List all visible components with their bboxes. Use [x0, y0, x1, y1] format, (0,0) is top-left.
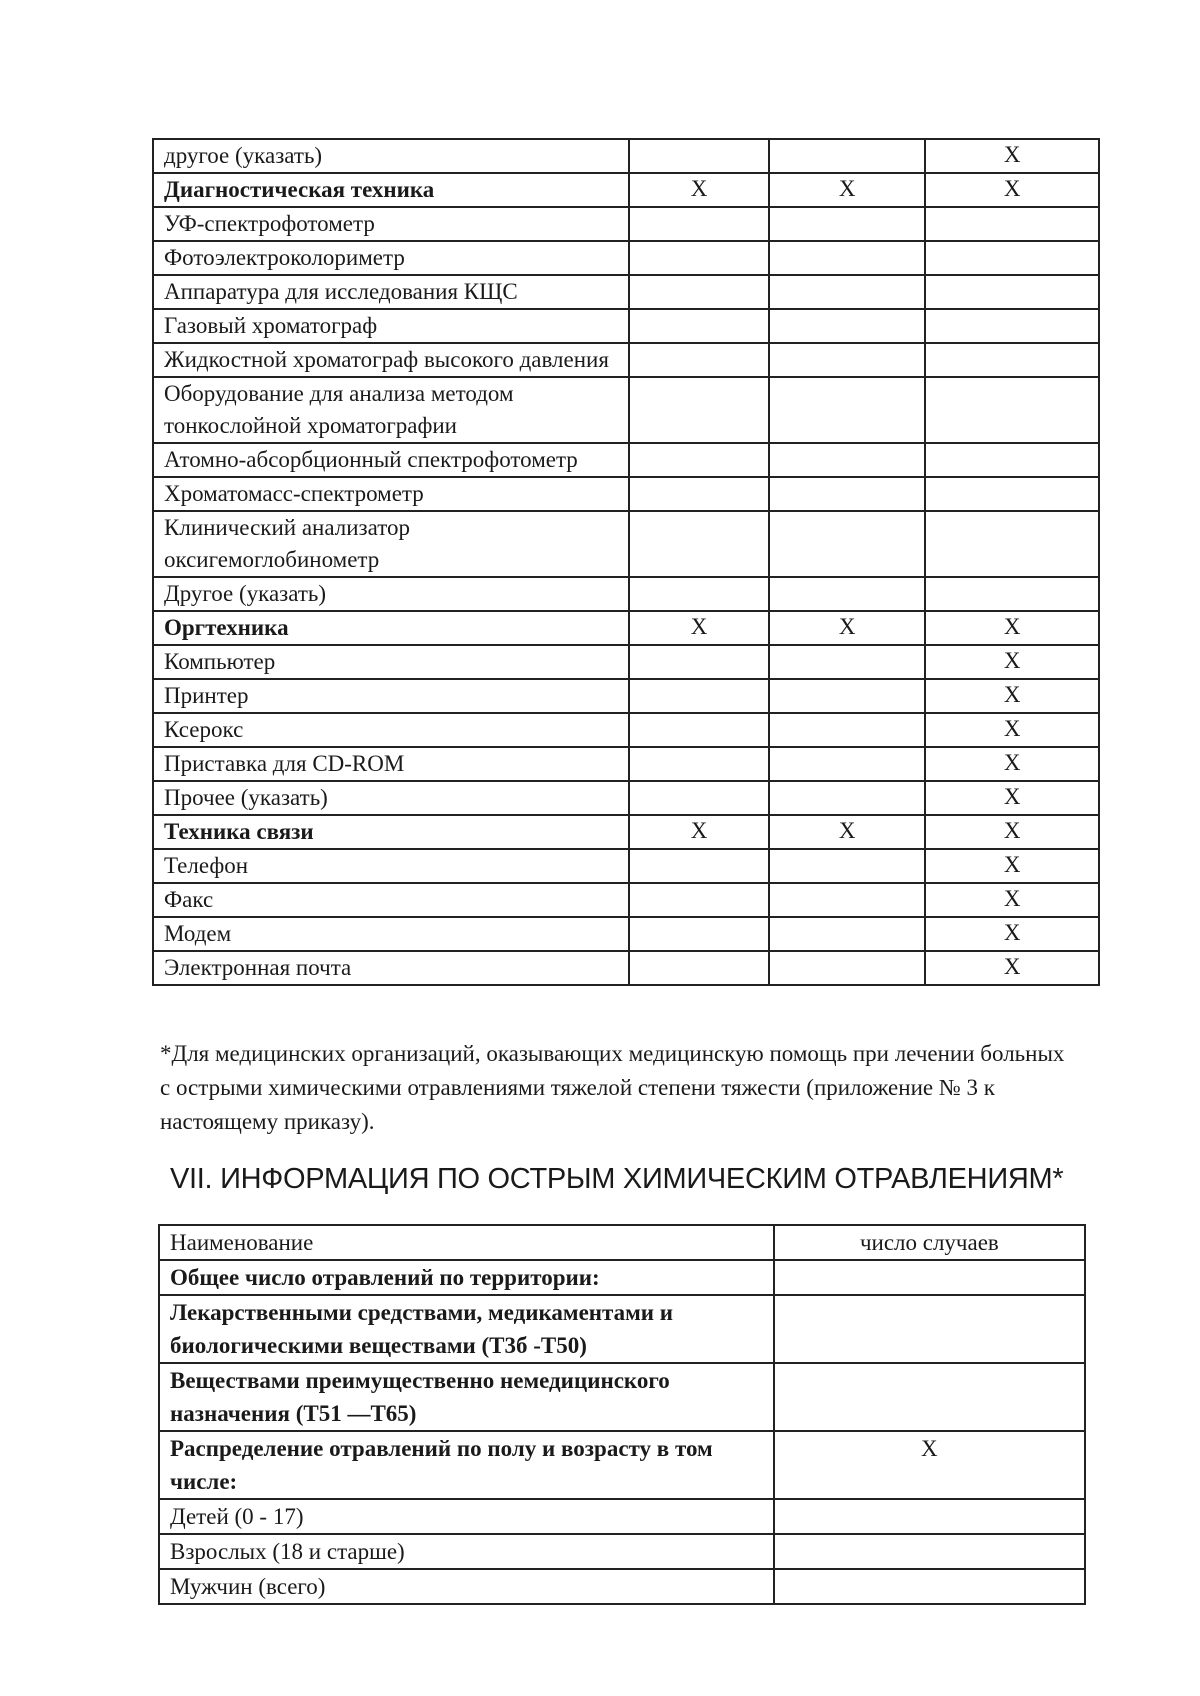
mark-cell: X: [769, 611, 926, 645]
table-row: [153, 309, 1099, 343]
mark-cell: X: [925, 951, 1099, 985]
table-row: [153, 781, 1099, 815]
mark-cell: [769, 309, 926, 343]
mark-cell: [769, 917, 926, 951]
count-cell: [774, 1260, 1085, 1295]
table-row: [153, 713, 1099, 747]
mark-cell: [629, 309, 769, 343]
mark-cell: X: [925, 781, 1099, 815]
table-row: [153, 883, 1099, 917]
mark-cell: [629, 577, 769, 611]
row-label: Компьютер: [153, 645, 629, 679]
mark-cell: [925, 207, 1099, 241]
mark-cell: [769, 849, 926, 883]
mark-cell: X: [925, 815, 1099, 849]
table-row: [153, 577, 1099, 611]
mark-cell: [769, 377, 926, 443]
mark-cell: [925, 577, 1099, 611]
mark-cell: [629, 343, 769, 377]
mark-cell: [629, 241, 769, 275]
mark-cell: [769, 645, 926, 679]
mark-cell: [629, 511, 769, 577]
mark-cell: [769, 443, 926, 477]
mark-cell: [769, 343, 926, 377]
count-cell: [774, 1534, 1085, 1569]
table-row: [159, 1569, 1085, 1604]
table-row: [153, 951, 1099, 985]
mark-cell: [629, 713, 769, 747]
row-label: Фотоэлектроколориметр: [153, 241, 629, 275]
mark-cell: X: [925, 747, 1099, 781]
mark-cell: X: [925, 679, 1099, 713]
count-cell: [774, 1569, 1085, 1604]
table-row: [153, 241, 1099, 275]
poisoning-table-body: [159, 1225, 1085, 1604]
row-label: Общее число отравлений по территории:: [159, 1260, 774, 1295]
mark-cell: X: [769, 173, 926, 207]
table-row: [153, 917, 1099, 951]
mark-cell: X: [769, 815, 926, 849]
mark-cell: [629, 679, 769, 713]
header-count: число случаев: [774, 1225, 1085, 1260]
mark-cell: [769, 577, 926, 611]
row-label: Модем: [153, 917, 629, 951]
mark-cell: [769, 747, 926, 781]
mark-cell: [925, 377, 1099, 443]
mark-cell: X: [925, 713, 1099, 747]
mark-cell: [629, 207, 769, 241]
mark-cell: X: [925, 917, 1099, 951]
mark-cell: X: [925, 883, 1099, 917]
table-header-row: [159, 1225, 1085, 1260]
mark-cell: [769, 511, 926, 577]
table-row: [153, 343, 1099, 377]
table-row: [153, 173, 1099, 207]
row-label: Оборудование для анализа методом тонкослойной хроматографии: [153, 377, 629, 443]
mark-cell: [629, 443, 769, 477]
table-row: [153, 511, 1099, 577]
mark-cell: [925, 477, 1099, 511]
row-label: Ксерокс: [153, 713, 629, 747]
mark-cell: [629, 849, 769, 883]
mark-cell: [629, 645, 769, 679]
row-label: Прочее (указать): [153, 781, 629, 815]
count-cell: X: [774, 1431, 1085, 1499]
row-label: Клинический анализатор оксигемоглобинометр: [153, 511, 629, 577]
mark-cell: [629, 477, 769, 511]
mark-cell: [925, 275, 1099, 309]
row-label: Детей (0 - 17): [159, 1499, 774, 1534]
row-label: Газовый хроматограф: [153, 309, 629, 343]
table-row: [153, 679, 1099, 713]
table-row: [159, 1534, 1085, 1569]
mark-cell: [769, 477, 926, 511]
table-row: [153, 747, 1099, 781]
count-cell: [774, 1295, 1085, 1363]
row-label: Лекарственными средствами, медикаментами и биологическими веществами (Т3б -Т50): [159, 1295, 774, 1363]
row-label: Телефон: [153, 849, 629, 883]
table-row: [153, 815, 1099, 849]
mark-cell: [769, 781, 926, 815]
row-label: Факс: [153, 883, 629, 917]
mark-cell: [925, 511, 1099, 577]
mark-cell: [769, 207, 926, 241]
footnote: *Для медицинских организаций, оказывающих медицинскую помощь при лечении больных с острыми химическими отравлениями тяжелой степени тяжести (приложение № 3 к настоящему приказу).: [160, 1041, 1065, 1134]
mark-cell: X: [925, 645, 1099, 679]
table-row: [159, 1295, 1085, 1363]
mark-cell: [629, 275, 769, 309]
row-label: Электронная почта: [153, 951, 629, 985]
equipment-table: [152, 138, 1100, 986]
mark-cell: [769, 951, 926, 985]
mark-cell: [629, 747, 769, 781]
mark-cell: X: [925, 139, 1099, 173]
table-row: [153, 611, 1099, 645]
row-label: Принтер: [153, 679, 629, 713]
table-row: [159, 1499, 1085, 1534]
row-label: Оргтехника: [153, 611, 629, 645]
row-label: Взрослых (18 и старше): [159, 1534, 774, 1569]
mark-cell: [629, 139, 769, 173]
mark-cell: [769, 241, 926, 275]
mark-cell: [629, 883, 769, 917]
table-row: [153, 645, 1099, 679]
row-label: Аппаратура для исследования КЩС: [153, 275, 629, 309]
row-label: Атомно-абсорбционный спектрофотометр: [153, 443, 629, 477]
row-label: Веществами преимущественно немедицинского назначения (Т51 —Т65): [159, 1363, 774, 1431]
table-row: [159, 1363, 1085, 1431]
mark-cell: X: [629, 173, 769, 207]
mark-cell: [629, 377, 769, 443]
section-title: VII. ИНФОРМАЦИЯ ПО ОСТРЫМ ХИМИЧЕСКИМ ОТРАВЛЕНИЯМ*: [170, 1163, 1064, 1195]
table-row: [153, 849, 1099, 883]
mark-cell: [769, 139, 926, 173]
mark-cell: [629, 951, 769, 985]
mark-cell: X: [925, 849, 1099, 883]
row-label: другое (указать): [153, 139, 629, 173]
mark-cell: [629, 917, 769, 951]
mark-cell: X: [629, 611, 769, 645]
table-row: [153, 377, 1099, 443]
count-cell: [774, 1499, 1085, 1534]
mark-cell: [769, 883, 926, 917]
mark-cell: [925, 241, 1099, 275]
mark-cell: [769, 713, 926, 747]
row-label: Техника связи: [153, 815, 629, 849]
mark-cell: X: [629, 815, 769, 849]
mark-cell: X: [925, 611, 1099, 645]
header-name: Наименование: [159, 1225, 774, 1260]
mark-cell: [769, 275, 926, 309]
row-label: Мужчин (всего): [159, 1569, 774, 1604]
equipment-table-body: [153, 139, 1099, 985]
table-row: [153, 139, 1099, 173]
mark-cell: [629, 781, 769, 815]
row-label: Другое (указать): [153, 577, 629, 611]
row-label: Хроматомасс-спектрометр: [153, 477, 629, 511]
row-label: Жидкостной хроматограф высокого давления: [153, 343, 629, 377]
poisoning-table: [158, 1224, 1086, 1605]
row-label: Распределение отравлений по полу и возрасту в том числе:: [159, 1431, 774, 1499]
row-label: Приставка для CD-ROM: [153, 747, 629, 781]
table-row: [159, 1431, 1085, 1499]
mark-cell: X: [925, 173, 1099, 207]
table-row: [153, 207, 1099, 241]
table-row: [153, 477, 1099, 511]
count-cell: [774, 1363, 1085, 1431]
mark-cell: [925, 309, 1099, 343]
mark-cell: [769, 679, 926, 713]
table-row: [153, 275, 1099, 309]
mark-cell: [925, 343, 1099, 377]
table-row: [159, 1260, 1085, 1295]
mark-cell: [925, 443, 1099, 477]
row-label: УФ-спектрофотометр: [153, 207, 629, 241]
table-row: [153, 443, 1099, 477]
row-label: Диагностическая техника: [153, 173, 629, 207]
